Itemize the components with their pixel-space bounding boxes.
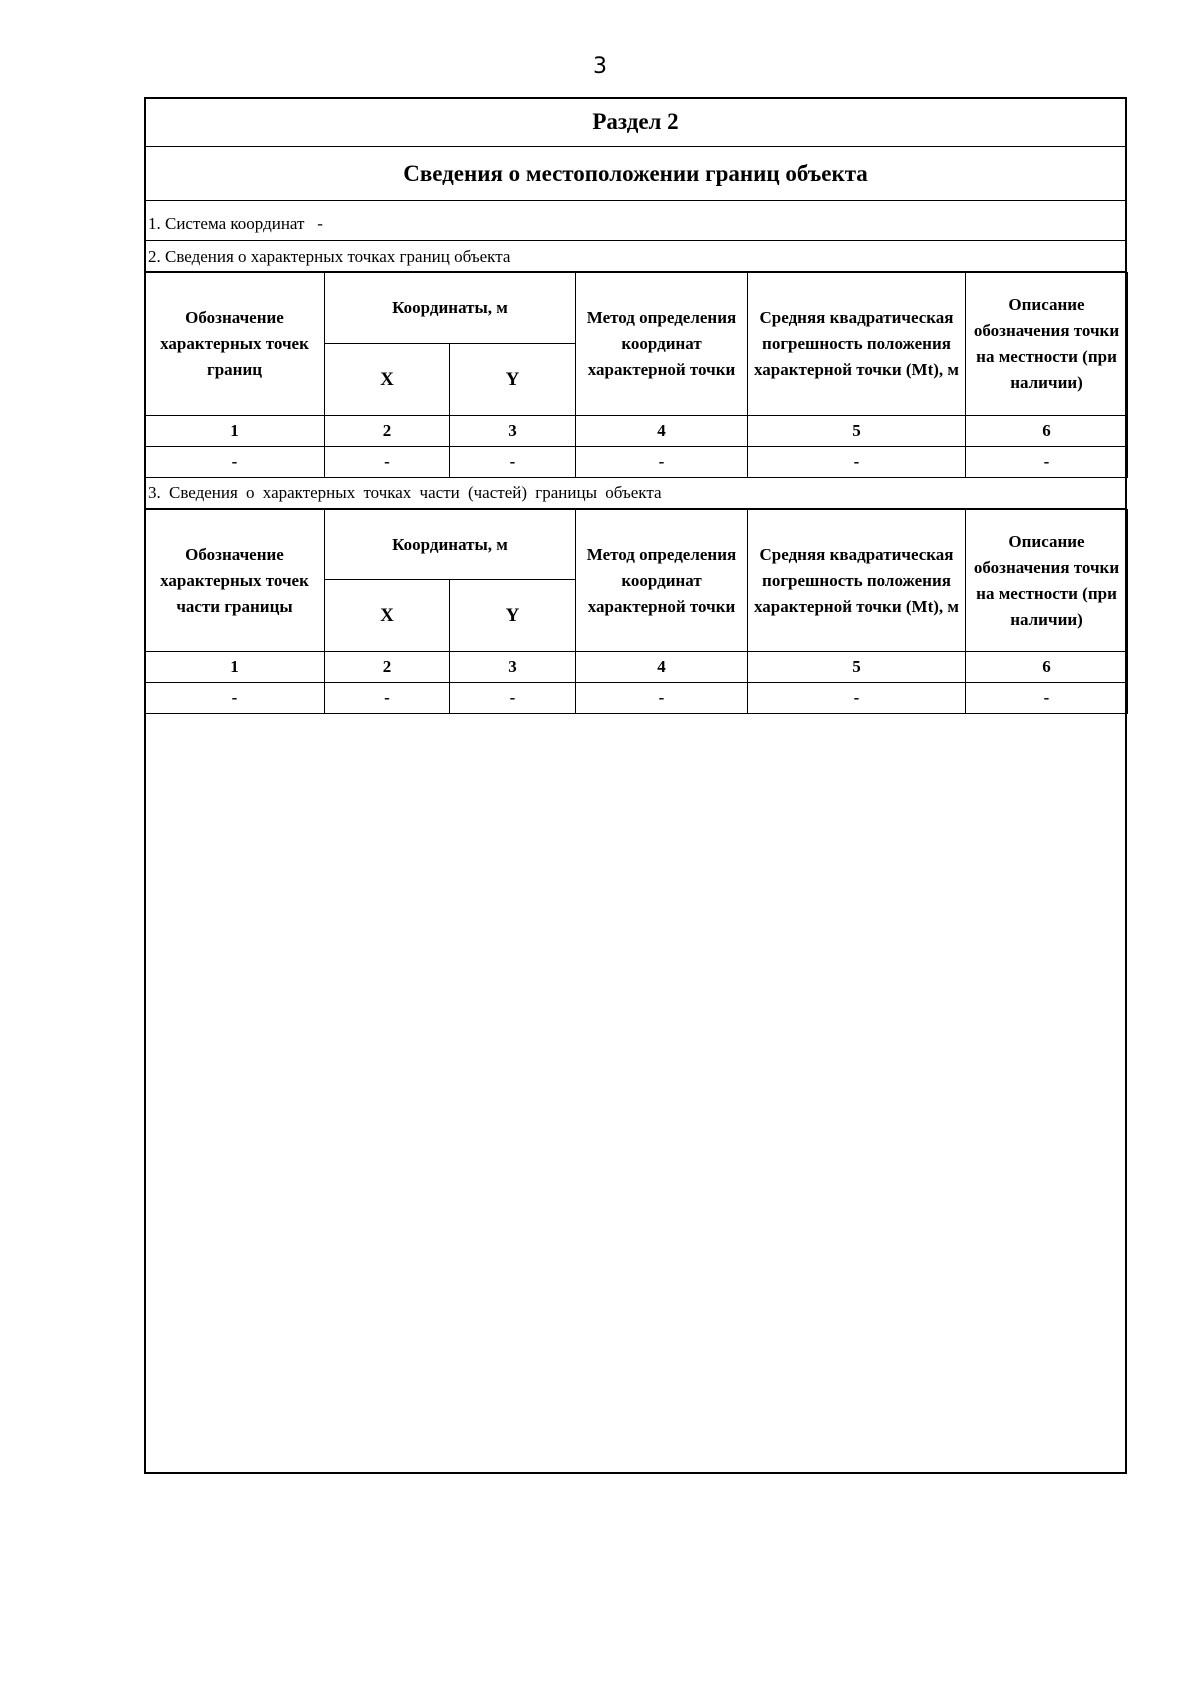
table-cell: - [325,683,450,714]
coordinate-system-row [144,201,1127,241]
header-designation: Обозначение характерных точек границ [145,273,325,416]
header-error: Средняя квадратическая погрешность положения характерной точки (Mt), м [748,510,966,652]
column-number: 3 [450,652,576,683]
header-coordinates: Координаты, м [325,510,576,580]
section-title: Раздел 2 [144,97,1127,147]
column-number: 4 [576,652,748,683]
column-number: 4 [576,416,748,447]
header-x: X [325,344,450,416]
table-cell: - [576,447,748,478]
header-x: X [325,580,450,652]
header-method: Метод определения координат характерной точки [576,273,748,416]
table-cell: - [966,447,1128,478]
table-cell: - [450,447,576,478]
coordinate-system-value: - [317,214,323,233]
table-row [145,447,1128,478]
column-number: 3 [450,416,576,447]
column-number: 6 [966,652,1128,683]
column-number: 1 [145,652,325,683]
column-numbers-row [145,416,1128,447]
column-number: 2 [325,652,450,683]
table-cell: - [145,447,325,478]
table-cell: - [325,447,450,478]
table-row [145,683,1128,714]
table-cell: - [450,683,576,714]
table-cell: - [748,447,966,478]
header-method: Метод определения координат характерной точки [576,510,748,652]
parts-table-title: 3. Сведения о характерных точках части (частей) границы объекта [144,478,1127,509]
table-cell: - [145,683,325,714]
points-table [144,272,1128,478]
header-description: Описание обозначения точки на местности (при наличии) [966,510,1128,652]
column-number: 2 [325,416,450,447]
section-subtitle: Сведения о местоположении границ объекта [144,147,1127,201]
points-table-title: 2. Сведения о характерных точках границ объекта [144,241,1127,272]
column-number: 6 [966,416,1128,447]
table-cell: - [748,683,966,714]
column-numbers-row [145,652,1128,683]
table-cell: - [576,683,748,714]
table-cell: - [966,683,1128,714]
column-number: 5 [748,652,966,683]
column-number: 5 [748,416,966,447]
header-coordinates: Координаты, м [325,273,576,344]
header-y: Y [450,344,576,416]
header-y: Y [450,580,576,652]
parts-table [144,509,1128,714]
header-error: Средняя квадратическая погрешность положения характерной точки (Mt), м [748,273,966,416]
header-designation: Обозначение характерных точек части границы [145,510,325,652]
header-description: Описание обозначения точки на местности (при наличии) [966,273,1128,416]
coordinate-system-label: 1. Система координат [148,214,305,233]
page-number: 3 [593,54,607,79]
column-number: 1 [145,416,325,447]
